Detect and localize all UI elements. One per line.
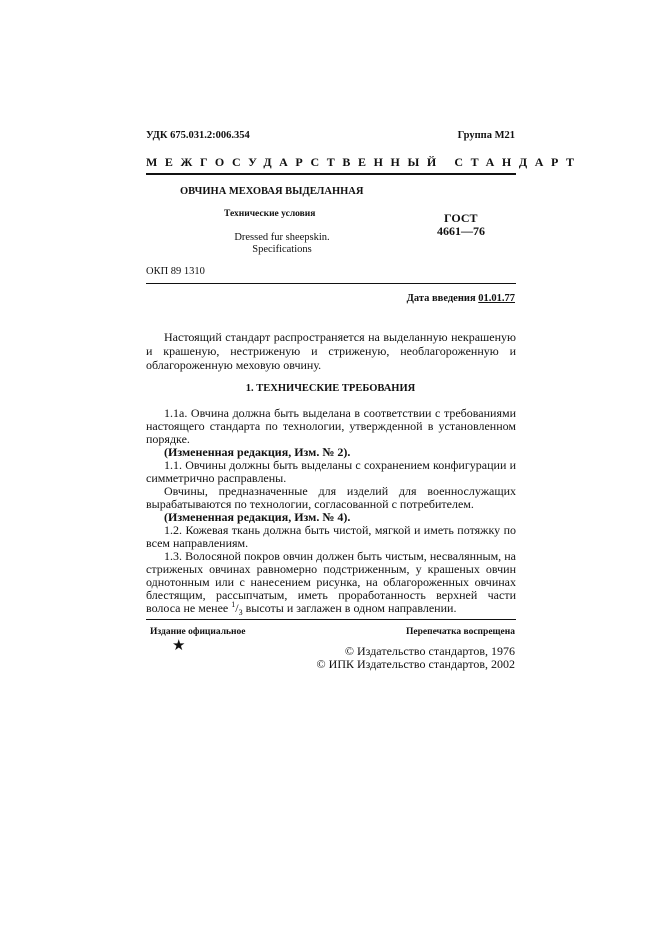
footer-rule <box>146 619 516 620</box>
clause-1-1 <box>146 459 516 485</box>
okp-code: ОКП 89 1310 <box>146 266 205 277</box>
header-rule <box>146 173 516 175</box>
edition-note-2-text: (Измененная редакция, Изм. № 4). <box>164 510 351 524</box>
fraction-denominator: 3 <box>238 608 243 617</box>
clause-1-1-text: 1.1. Овчины должны быть выделаны с сохранением конфигурации и симметрично расправлены. <box>146 458 516 485</box>
document-title: ОВЧИНА МЕХОВАЯ ВЫДЕЛАННАЯ <box>180 186 364 197</box>
fraction-numerator: 1 <box>231 600 236 609</box>
intro-text: Настоящий стандарт распространяется на выделанную некрашеную и крашеную, нестриженую и стриженую, необлагороженную и облагороженную меховую овчину. <box>146 330 516 372</box>
clause-1-1a <box>146 407 516 446</box>
star-icon: ★ <box>172 638 186 654</box>
clause-1-2-text: 1.2. Кожевая ткань должна быть чистой, мягкой и иметь потяжку по всем направлениям. <box>146 523 516 550</box>
introduction-date <box>407 293 515 304</box>
clause-1-1-military <box>146 485 516 511</box>
clause-1-3-end: высоты и заглажен в одном направлении. <box>245 601 457 615</box>
reprint-prohibited-label: Перепечатка воспрещена <box>405 627 515 637</box>
intro-paragraph <box>146 330 516 372</box>
clause-1-2 <box>146 524 516 550</box>
date-value: 01.01.77 <box>478 293 515 304</box>
clause-1-3 <box>146 550 516 615</box>
document-subtitle: Технические условия <box>224 209 316 219</box>
official-edition-label: Издание официальное <box>150 627 246 637</box>
copyright-1976: © Издательство стандартов, 1976 <box>344 644 515 658</box>
group-code: Группа М21 <box>457 130 515 141</box>
copyright-2002: © ИПК Издательство стандартов, 2002 <box>316 657 515 671</box>
clause-1-1a-text: 1.1а. Овчина должна быть выделана в соответствии с требованиями настоящего стандарта по технологии, утвержденной в установленном порядке. <box>146 406 516 446</box>
okp-rule <box>146 283 516 284</box>
clause-1-3-start: 1.3. Волосяной покров овчин должен быть чистым, несвалянным, на стриженых овчинах равномерно подстриженным, у крашеных овчин однотонным или с нанесением рисунка, на облагороженных овчинах блестящим, рассыпчатым, иметь проработанность верхней части волоса не менее <box>146 549 516 615</box>
gost-label: ГОСТ <box>444 211 478 225</box>
english-title: Dressed fur sheepskin. Specifications <box>234 232 330 255</box>
date-label: Дата введения <box>406 293 476 304</box>
section-title: 1. ТЕХНИЧЕСКИЕ ТРЕБОВАНИЯ <box>245 383 416 394</box>
clause-1-3-text: 1.3. Волосяной покров овчин должен быть чистым, несвалянным, на стриженых овчинах равномерно подстриженным, у крашеных овчин однотонным или с нанесением рисунка, на облагороженных овчинах блестящим, рассыпчатым, иметь проработанность верхней части волоса не менее $^1/_3$ высоты и заглажен в одном направлении. <box>146 549 516 617</box>
gost-number: 4661—76 <box>437 224 485 238</box>
clause-1-1-military-text: Овчины, предназначенные для изделий для военнослужащих вырабатываются по технологии, согласованной с потребителем. <box>146 484 516 511</box>
interstate-standard-title: МЕЖГОСУДАРСТВЕННЫЙ СТАНДАРТ <box>146 155 582 169</box>
udk-code: УДК 675.031.2:006.354 <box>146 130 250 141</box>
edition-note-1-text: (Измененная редакция, Изм. № 2). <box>164 445 351 459</box>
